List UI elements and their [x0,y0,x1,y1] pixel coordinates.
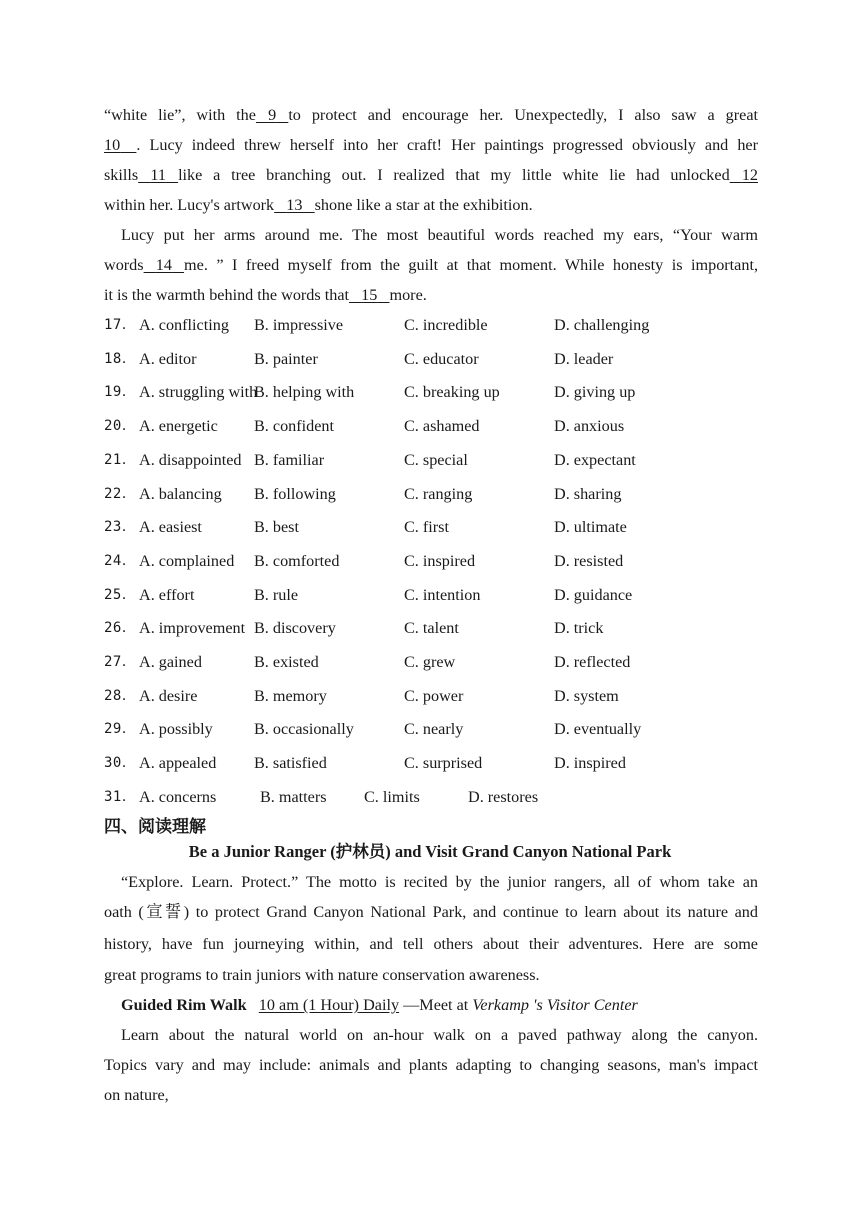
passage-text: . Lucy indeed threw herself into her craft! Her paintings progressed obviously and her [136,136,758,154]
option-d: D. ultimate [554,518,627,537]
passage-line [104,250,758,280]
option-a: A. gained [139,653,202,671]
question-number: 31． [104,789,137,805]
passage-line [104,280,758,310]
option-c: C. special [404,450,468,469]
option-row [104,612,764,645]
question-number: 28． [104,687,137,704]
option-d: D. sharing [554,484,622,503]
blank-15: 15 [361,286,378,304]
question-number: 25． [104,586,137,603]
option-a: A. concerns [139,788,217,806]
option-c: C. educator [404,349,479,368]
option-a: A. improvement [139,619,246,638]
passage-text: shone like a star at the exhibition. [314,196,533,214]
article-line: Learn about the natural world on an-hour walk on a paved pathway along the canyon. [121,1026,758,1044]
cloze-passage-paragraph-1 [104,100,758,220]
option-b: B. matters [260,788,327,806]
option-d: D. expectant [554,450,636,469]
option-a: A. energetic [139,417,218,436]
passage-line [104,100,758,130]
question-number: 22． [104,485,137,502]
option-b: B. satisfied [254,754,327,773]
option-a: A. appealed [139,754,217,773]
option-c: C. nearly [404,720,464,739]
question-number: 21． [104,451,137,468]
option-b: B. discovery [254,619,336,638]
blank-13: 13 [286,196,303,214]
program-line [121,990,761,1020]
option-d: D. reflected [554,653,631,671]
question-number: 27． [104,654,137,670]
option-row [104,713,764,746]
option-a: A. disappointed [139,450,242,469]
option-a: A. editor [139,349,197,368]
passage-text: it is the warmth behind the words that [104,286,350,304]
cloze-passage-paragraph-2 [104,220,758,310]
program-header [121,990,761,1020]
option-row [104,444,764,477]
option-c: C. limits [364,788,420,806]
blank-9: 9 [268,106,277,124]
question-number: 30． [104,755,137,772]
article-line: on nature, [104,1086,169,1104]
blank-12: 12 [741,166,758,184]
option-b: B. painter [254,349,318,368]
option-d: D. challenging [554,316,650,334]
option-b: B. confident [254,417,335,436]
option-d: D. restores [468,788,539,806]
option-b: B. existed [254,653,319,671]
option-b: B. comforted [254,551,340,570]
option-row [104,646,764,679]
option-d: D. leader [554,349,614,368]
passage-line [104,220,758,250]
option-c: C. power [404,686,464,705]
option-c: C. inspired [404,551,476,570]
option-b: B. helping with [254,383,355,402]
option-b: B. best [254,518,299,537]
passage-text: “white lie”, with the [104,106,256,124]
option-row [104,309,764,342]
program-time: 10 am (1 Hour) Daily [258,996,400,1014]
option-row [104,680,764,713]
option-row [104,343,764,376]
passage-text: skills [104,166,139,184]
option-a: A. effort [139,585,195,604]
article-paragraph-1 [104,867,758,990]
option-b: B. rule [254,585,299,604]
question-number: 20． [104,418,137,435]
program-meet: —Meet at [403,996,469,1014]
question-number: 29． [104,721,137,738]
option-d: D. resisted [554,551,624,570]
passage-text: me. ” I freed myself from the guilt at that moment. While honesty is important, [184,256,758,274]
option-c: C. talent [404,619,459,638]
option-b: B. memory [254,686,327,705]
option-row [104,410,764,443]
option-c: C. ashamed [404,417,480,436]
option-a: A. complained [139,551,235,570]
blank-11: 11 [150,166,166,184]
article-line: history, have fun journeying within, and tell others about their adventures. Here are some [104,935,758,953]
program-name: Guided Rim Walk [121,996,247,1014]
option-c: C. surprised [404,754,483,773]
option-d: D. giving up [554,383,636,402]
option-a: A. struggling with [139,383,258,402]
question-number: 24． [104,552,137,569]
option-d: D. system [554,686,619,705]
option-row [104,478,764,511]
option-row [104,376,764,409]
option-row [104,747,764,780]
program-place: Verkamp 's Visitor Center [472,996,638,1014]
option-c: C. first [404,518,449,537]
option-d: D. anxious [554,417,625,436]
passage-text: more. [389,286,427,304]
passage-line [104,190,758,220]
option-d: D. inspired [554,754,626,773]
blank-10: 10 [104,136,121,154]
article-line: “Explore. Learn. Protect.” The motto is recited by the junior rangers, all of whom take an [121,873,758,891]
option-a: A. balancing [139,484,222,503]
question-number: 19． [104,384,137,401]
question-number: 26． [104,620,137,637]
passage-text: to protect and encourage her. Unexpectedly, I also saw a great [288,106,758,124]
question-number: 18． [104,350,137,367]
option-c: C. intention [404,585,481,604]
option-row [104,545,764,578]
option-a: A. possibly [139,720,213,739]
article-title: Be a Junior Ranger (护林员) and Visit Grand Canyon National Park [188,842,672,861]
passage-line [104,130,758,160]
option-d: D. trick [554,619,604,638]
option-b: B. familiar [254,450,325,469]
passage-text: words [104,256,144,274]
option-d: D. guidance [554,585,633,604]
article-paragraph-2 [104,1020,758,1110]
option-a: A. easiest [139,518,202,537]
passage-line [104,160,758,190]
question-number: 17． [104,317,137,333]
option-c: C. incredible [404,316,488,334]
option-c: C. ranging [404,484,473,503]
option-a: A. conflicting [139,316,229,334]
option-row [104,579,764,612]
passage-text: like a tree branching out. I realized that my little white lie had unlocked [178,166,730,184]
option-row [104,511,764,544]
passage-text: Lucy put her arms around me. The most beautiful words reached my ears, “Your warm [121,226,758,244]
article-line: great programs to train juniors with nature conservation awareness. [104,966,540,984]
option-b: B. occasionally [254,720,354,739]
option-c: C. breaking up [404,383,500,402]
option-d: D. eventually [554,720,642,739]
article-line: oath (宣誓) to protect Grand Canyon National Park, and continue to learn about its nature and [104,903,758,921]
option-b: B. impressive [254,316,344,334]
article-line: Topics vary and may include: animals and plants adapting to changing seasons, man's impact [104,1056,758,1074]
option-b: B. following [254,484,336,503]
option-c: C. grew [404,653,456,671]
section-heading: 四、阅读理解 [104,817,206,837]
passage-text: within her. Lucy's artwork [104,196,275,214]
question-number: 23． [104,519,137,536]
option-row-31 [104,781,764,814]
option-a: A. desire [139,686,198,705]
blank-14: 14 [155,256,172,274]
